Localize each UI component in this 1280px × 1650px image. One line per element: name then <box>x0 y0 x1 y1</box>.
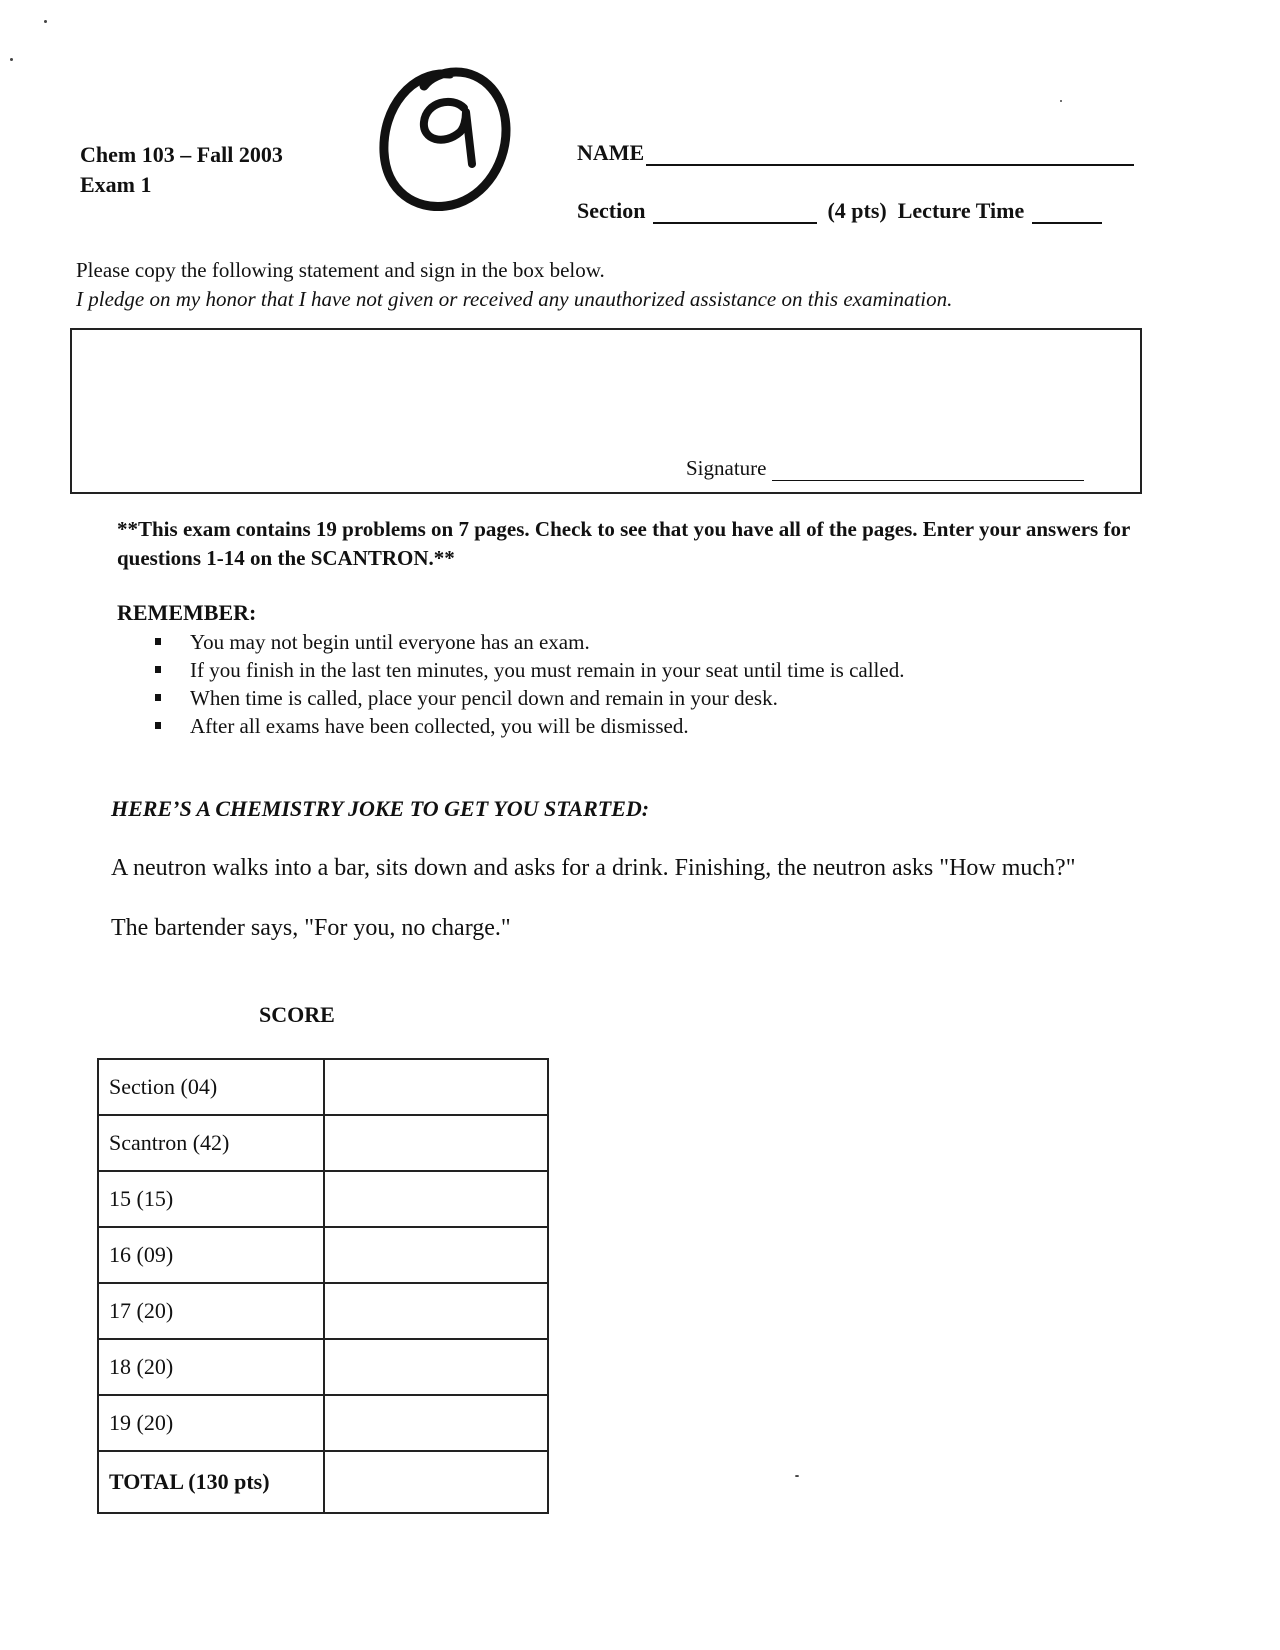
score-total-row <box>98 1451 548 1513</box>
remember-item: You may not begin until everyone has an exam. <box>150 628 904 656</box>
pledge-statement: I pledge on my honor that I have not given or received any unauthorized assistance on this examination. <box>76 287 953 311</box>
points-label: (4 pts) <box>827 198 887 223</box>
score-row-value[interactable] <box>324 1283 548 1339</box>
remember-item: When time is called, place your pencil down and remain in your desk. <box>150 684 904 712</box>
score-row-value[interactable] <box>324 1339 548 1395</box>
remember-title: REMEMBER: <box>117 600 257 625</box>
exam-title: Exam 1 <box>80 172 152 197</box>
joke-setup: A neutron walks into a bar, sits down and asks for a drink. Finishing, the neutron asks "How much?" <box>111 855 1076 881</box>
score-row-label: 17 (20) <box>98 1283 324 1339</box>
exam-note: **This exam contains 19 problems on 7 pages. Check to see that you have all of the pages. Enter your answers for questions 1-14 on the SCANTRON.** <box>117 517 1130 570</box>
scan-speck <box>795 1475 799 1477</box>
bullet-icon <box>155 666 161 673</box>
name-field[interactable] <box>646 142 1134 166</box>
signature-label: Signature <box>686 456 767 480</box>
signature-row <box>686 456 1084 481</box>
pledge-instruction: Please copy the following statement and sign in the box below. <box>76 258 605 282</box>
lecture-time-field[interactable] <box>1032 202 1102 224</box>
score-row <box>98 1171 548 1227</box>
score-row-value[interactable] <box>324 1395 548 1451</box>
section-field[interactable] <box>653 202 817 224</box>
score-row <box>98 1115 548 1171</box>
score-row <box>98 1339 548 1395</box>
score-row-label: 15 (15) <box>98 1171 324 1227</box>
course-header <box>80 140 283 200</box>
score-row-value[interactable] <box>324 1171 548 1227</box>
score-row-label: 19 (20) <box>98 1395 324 1451</box>
score-total-label: TOTAL (130 pts) <box>98 1451 324 1513</box>
score-row-label: 18 (20) <box>98 1339 324 1395</box>
bullet-icon <box>155 638 161 645</box>
score-row-value[interactable] <box>324 1227 548 1283</box>
section-row <box>577 198 1102 224</box>
name-row <box>577 140 1134 166</box>
signature-field[interactable] <box>772 462 1084 481</box>
joke-heading: HERE’S A CHEMISTRY JOKE TO GET YOU STARTED: <box>111 796 650 821</box>
score-title: SCORE <box>259 1002 335 1027</box>
joke-punchline: The bartender says, "For you, no charge." <box>111 915 511 941</box>
scan-speck <box>10 58 13 61</box>
score-row-label: 16 (09) <box>98 1227 324 1283</box>
name-label: NAME <box>577 140 645 165</box>
score-row-value[interactable] <box>324 1059 548 1115</box>
score-total-value[interactable] <box>324 1451 548 1513</box>
score-row <box>98 1227 548 1283</box>
score-row <box>98 1395 548 1451</box>
score-row-label: Section (04) <box>98 1059 324 1115</box>
scan-speck <box>1060 100 1062 102</box>
bullet-icon <box>155 722 161 729</box>
score-table <box>97 1058 549 1514</box>
lecture-time-label: Lecture Time <box>897 198 1025 223</box>
remember-list <box>150 628 904 740</box>
score-row-label: Scantron (42) <box>98 1115 324 1171</box>
score-row <box>98 1283 548 1339</box>
course-title: Chem 103 – Fall 2003 <box>80 142 283 167</box>
section-label: Section <box>577 198 646 223</box>
circled-nine-mark <box>372 60 522 220</box>
score-row <box>98 1059 548 1115</box>
bullet-icon <box>155 694 161 701</box>
remember-item: If you finish in the last ten minutes, you must remain in your seat until time is called. <box>150 656 904 684</box>
remember-item: After all exams have been collected, you will be dismissed. <box>150 712 904 740</box>
scan-speck <box>44 20 47 23</box>
score-row-value[interactable] <box>324 1115 548 1171</box>
